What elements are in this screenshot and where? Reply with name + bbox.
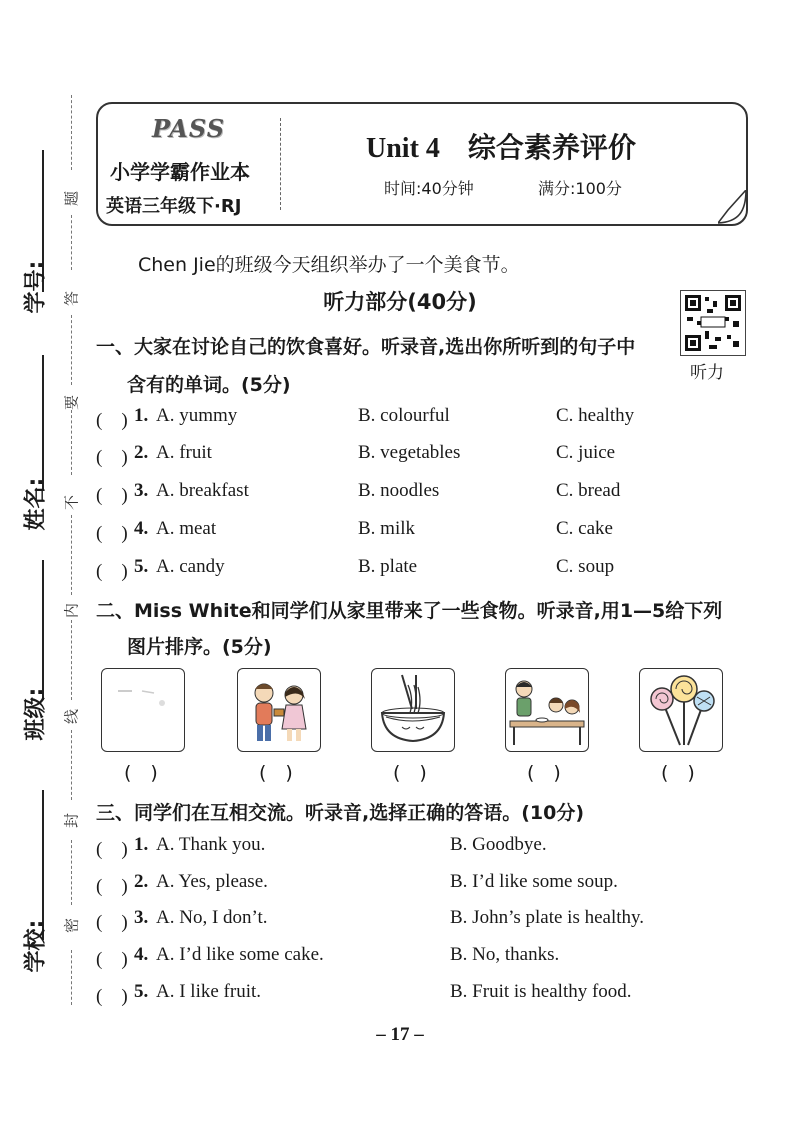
option-a: A. No, I don’t. bbox=[156, 907, 268, 928]
seal-dashed-line bbox=[71, 215, 72, 270]
answer-blank[interactable]: ( ) bbox=[96, 410, 128, 431]
option-b: B. noodles bbox=[358, 480, 440, 501]
part3-title: 三、同学们在互相交流。听录音,选择正确的答语。(10分) bbox=[96, 802, 585, 824]
page-number: – 17 – bbox=[376, 1024, 424, 1045]
option-a: A. candy bbox=[156, 556, 225, 577]
option-b: B. Fruit is healthy food. bbox=[450, 981, 632, 1002]
picture-blank bbox=[101, 668, 185, 752]
option-a: A. fruit bbox=[156, 442, 212, 463]
option-b: B. plate bbox=[358, 556, 418, 577]
answer-blank[interactable]: ( ) bbox=[96, 949, 128, 970]
option-c: C. juice bbox=[556, 442, 616, 463]
seal-dashed-line bbox=[71, 840, 72, 905]
intro-text: Chen Jie的班级今天组织举办了一个美食节。 bbox=[138, 254, 520, 276]
page-curl-icon bbox=[718, 190, 748, 224]
option-b: B. John’s plate is healthy. bbox=[450, 907, 645, 928]
name-line[interactable] bbox=[42, 355, 44, 490]
school-label: 学校: bbox=[23, 919, 49, 973]
school-line[interactable] bbox=[42, 790, 44, 940]
lollipops-icon bbox=[640, 669, 722, 751]
seal-char: 密 bbox=[62, 918, 81, 934]
class-line[interactable] bbox=[42, 560, 44, 700]
answer-blank[interactable]: ( ) bbox=[96, 912, 128, 933]
grade-label: 英语三年级下·RJ bbox=[106, 196, 242, 217]
seal-dashed-line bbox=[71, 730, 72, 800]
seal-dashed-line bbox=[71, 315, 72, 385]
option-a: A. Thank you. bbox=[156, 834, 266, 855]
answer-blank[interactable]: ( ) bbox=[259, 762, 293, 784]
option-c: C. healthy bbox=[556, 405, 635, 426]
name-label: 姓名: bbox=[23, 477, 49, 531]
seal-char: 答 bbox=[62, 291, 81, 307]
option-b: B. colourful bbox=[358, 405, 450, 426]
answer-blank[interactable]: ( ) bbox=[96, 839, 128, 860]
option-a: A. breakfast bbox=[156, 480, 249, 501]
class-label: 班级: bbox=[23, 687, 49, 741]
qr-label: 听力 bbox=[690, 363, 724, 383]
header-divider bbox=[280, 118, 281, 210]
option-c: C. soup bbox=[556, 556, 615, 577]
seal-dashed-line bbox=[71, 95, 72, 170]
option-a: A. yummy bbox=[156, 405, 238, 426]
option-a: A. I’d like some cake. bbox=[156, 944, 324, 965]
time-label: 时间:40分钟 bbox=[384, 179, 474, 198]
answer-blank[interactable]: ( ) bbox=[96, 523, 128, 544]
part1-title: 一、大家在讨论自己的饮食喜好。听录音,选出你所听到的句子中 bbox=[96, 336, 636, 358]
seal-char: 封 bbox=[62, 813, 81, 829]
seal-dashed-line bbox=[71, 410, 72, 475]
answer-blank[interactable]: ( ) bbox=[96, 986, 128, 1007]
answer-blank[interactable]: ( ) bbox=[661, 762, 695, 784]
brand-logo: PASS bbox=[152, 114, 226, 143]
option-a: A. I like fruit. bbox=[156, 981, 262, 1002]
series-title: 小学学霸作业本 bbox=[110, 160, 250, 184]
blank-picture-icon bbox=[102, 669, 184, 751]
option-c: C. cake bbox=[556, 518, 613, 539]
answer-blank[interactable]: ( ) bbox=[96, 485, 128, 506]
picture-noodles bbox=[371, 668, 455, 752]
listening-section-title: 听力部分(40分) bbox=[323, 290, 477, 314]
option-a: A. meat bbox=[156, 518, 217, 539]
noodles-icon bbox=[372, 669, 454, 751]
seal-char: 要 bbox=[62, 395, 81, 411]
answer-blank[interactable]: ( ) bbox=[96, 876, 128, 897]
seal-char: 题 bbox=[62, 191, 81, 207]
answer-blank[interactable]: ( ) bbox=[527, 762, 561, 784]
option-a: A. Yes, please. bbox=[156, 871, 268, 892]
seal-char: 线 bbox=[62, 709, 81, 725]
option-b: B. vegetables bbox=[358, 442, 461, 463]
option-c: C. bread bbox=[556, 480, 621, 501]
answer-blank[interactable]: ( ) bbox=[124, 762, 158, 784]
kids-sharing-icon bbox=[238, 669, 320, 751]
option-b: B. No, thanks. bbox=[450, 944, 560, 965]
answer-blank[interactable]: ( ) bbox=[393, 762, 427, 784]
option-b: B. milk bbox=[358, 518, 416, 539]
seal-char: 内 bbox=[62, 603, 81, 619]
answer-blank[interactable]: ( ) bbox=[96, 561, 128, 582]
qr-code-icon[interactable] bbox=[680, 290, 746, 356]
picture-kids-at-table bbox=[505, 668, 589, 752]
student-id-label: 学号: bbox=[23, 260, 49, 314]
full-score-label: 满分:100分 bbox=[538, 179, 622, 198]
part2-title: 二、Miss White和同学们从家里带来了一些食物。听录音,用1—5给下列 bbox=[96, 600, 723, 622]
picture-kids-sharing bbox=[237, 668, 321, 752]
answer-blank[interactable]: ( ) bbox=[96, 447, 128, 468]
seal-char: 不 bbox=[62, 495, 81, 511]
picture-lollipops bbox=[639, 668, 723, 752]
seal-dashed-line bbox=[71, 620, 72, 700]
option-b: B. Goodbye. bbox=[450, 834, 547, 855]
option-b: B. I’d like some soup. bbox=[450, 871, 618, 892]
part1-title-cont: 含有的单词。(5分) bbox=[127, 374, 291, 396]
seal-dashed-line bbox=[71, 515, 72, 595]
kids-at-table-icon bbox=[506, 669, 588, 751]
seal-dashed-line bbox=[71, 950, 72, 1005]
part2-title-cont: 图片排序。(5分) bbox=[127, 636, 272, 658]
unit-title: Unit 4 综合素养评价 bbox=[366, 133, 636, 164]
header-box bbox=[96, 102, 748, 226]
